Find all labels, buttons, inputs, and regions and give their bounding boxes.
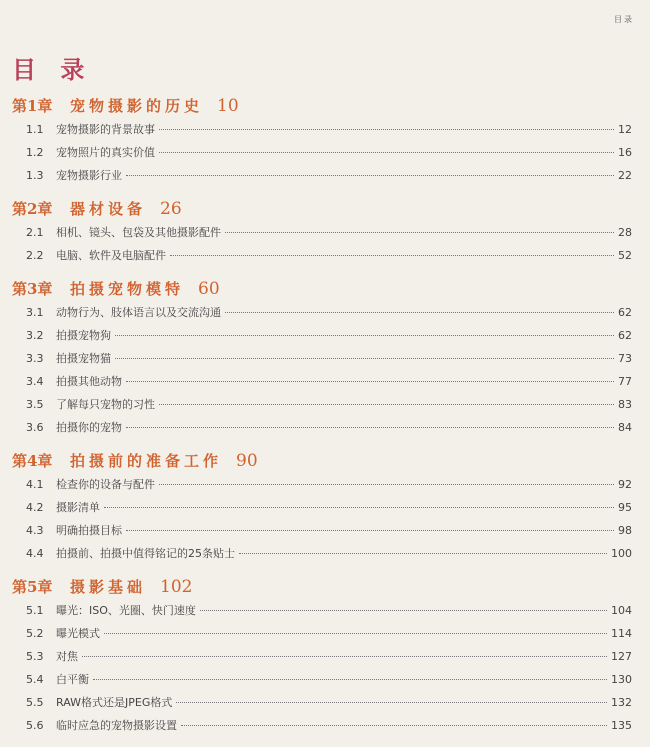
toc-entry[interactable] <box>0 324 650 347</box>
section-number: 1.1 <box>26 123 44 136</box>
section-number: 3.2 <box>26 329 44 342</box>
dot-leader <box>104 507 614 508</box>
section-page: 135 <box>611 719 632 732</box>
section-page: 28 <box>618 226 632 239</box>
section-number: 2.2 <box>26 249 44 262</box>
toc-entry[interactable] <box>0 519 650 542</box>
section-page: 98 <box>618 524 632 537</box>
section-page: 95 <box>618 501 632 514</box>
section-title: 对焦 <box>56 650 78 663</box>
dot-leader <box>159 152 614 153</box>
chapter-number: 第5章 <box>12 578 53 596</box>
chapter-title: 摄影基础 <box>70 578 147 596</box>
toc-entry[interactable] <box>0 301 650 324</box>
chapter-heading[interactable] <box>0 94 650 118</box>
dot-leader <box>170 255 614 256</box>
dot-leader <box>126 530 614 531</box>
toc-entry[interactable] <box>0 542 650 565</box>
toc-entry[interactable] <box>0 164 650 187</box>
section-number: 5.5 <box>26 696 44 709</box>
toc-entry[interactable] <box>0 668 650 691</box>
chapter-heading[interactable] <box>0 197 650 221</box>
dot-leader <box>115 358 614 359</box>
chapter-spacer <box>0 737 650 747</box>
section-page: 22 <box>618 169 632 182</box>
chapter-2 <box>0 197 650 277</box>
chapter-spacer <box>0 267 650 277</box>
dot-leader <box>104 633 607 634</box>
section-title: 拍摄其他动物 <box>56 375 122 388</box>
dot-leader <box>239 553 607 554</box>
section-title: 了解每只宠物的习性 <box>56 398 155 411</box>
section-page: 83 <box>618 398 632 411</box>
section-page: 77 <box>618 375 632 388</box>
section-title: 曝光模式 <box>56 627 100 640</box>
dot-leader <box>225 232 614 233</box>
section-page: 127 <box>611 650 632 663</box>
section-number: 4.2 <box>26 501 44 514</box>
section-title: 宠物摄影行业 <box>56 169 122 182</box>
dot-leader <box>176 702 607 703</box>
toc-entry[interactable] <box>0 416 650 439</box>
section-number: 5.4 <box>26 673 44 686</box>
section-page: 73 <box>618 352 632 365</box>
section-title: 明确拍摄目标 <box>56 524 122 537</box>
dot-leader <box>225 312 614 313</box>
section-number: 3.1 <box>26 306 44 319</box>
dot-leader <box>82 656 607 657</box>
section-page: 84 <box>618 421 632 434</box>
section-title: 检查你的设备与配件 <box>56 478 155 491</box>
chapter-title: 宠物摄影的历史 <box>70 97 204 115</box>
dot-leader <box>159 129 614 130</box>
toc-entry[interactable] <box>0 691 650 714</box>
section-title: 拍摄宠物猫 <box>56 352 111 365</box>
chapter-number: 第4章 <box>12 452 53 470</box>
toc-entry[interactable] <box>0 645 650 668</box>
section-number: 1.3 <box>26 169 44 182</box>
section-title: 曝光：ISO、光圈、快门速度 <box>56 604 196 617</box>
section-title: 临时应急的宠物摄影设置 <box>56 719 177 732</box>
chapter-number: 第2章 <box>12 200 53 218</box>
dot-leader <box>126 175 614 176</box>
section-number: 4.3 <box>26 524 44 537</box>
section-title: 宠物摄影的背景故事 <box>56 123 155 136</box>
running-head: 目录 <box>614 15 634 24</box>
section-number: 5.2 <box>26 627 44 640</box>
toc-entry[interactable] <box>0 473 650 496</box>
section-title: 相机、镜头、包袋及其他摄影配件 <box>56 226 221 239</box>
section-page: 100 <box>611 547 632 560</box>
section-title: 拍摄你的宠物 <box>56 421 122 434</box>
section-page: 62 <box>618 329 632 342</box>
chapter-heading[interactable] <box>0 277 650 301</box>
section-page: 52 <box>618 249 632 262</box>
section-number: 4.4 <box>26 547 44 560</box>
chapter-title: 拍摄宠物模特 <box>70 280 185 298</box>
section-title: 拍摄宠物狗 <box>56 329 111 342</box>
section-page: 92 <box>618 478 632 491</box>
chapter-page: 26 <box>160 199 182 219</box>
chapter-page: 10 <box>217 96 239 116</box>
chapter-4 <box>0 449 650 575</box>
toc-entry[interactable] <box>0 244 650 267</box>
section-number: 3.6 <box>26 421 44 434</box>
section-number: 5.6 <box>26 719 44 732</box>
section-page: 62 <box>618 306 632 319</box>
dot-leader <box>126 427 614 428</box>
section-number: 3.5 <box>26 398 44 411</box>
toc-entry[interactable] <box>0 141 650 164</box>
chapter-heading[interactable] <box>0 449 650 473</box>
toc-entry[interactable] <box>0 221 650 244</box>
section-title: 摄影清单 <box>56 501 100 514</box>
dot-leader <box>181 725 607 726</box>
section-title: 拍摄前、拍摄中值得铭记的25条贴士 <box>56 547 235 560</box>
toc-entry[interactable] <box>0 622 650 645</box>
section-title: 宠物照片的真实价值 <box>56 146 155 159</box>
dot-leader <box>200 610 607 611</box>
chapter-spacer <box>0 439 650 449</box>
toc-entry[interactable] <box>0 714 650 737</box>
toc-entry[interactable] <box>0 118 650 141</box>
toc-entry[interactable] <box>0 370 650 393</box>
section-page: 130 <box>611 673 632 686</box>
dot-leader <box>126 381 614 382</box>
chapter-title: 拍摄前的准备工作 <box>70 452 223 470</box>
section-number: 5.3 <box>26 650 44 663</box>
dot-leader <box>93 679 607 680</box>
section-page: 114 <box>611 627 632 640</box>
chapter-3 <box>0 277 650 449</box>
section-page: 16 <box>618 146 632 159</box>
section-number: 3.4 <box>26 375 44 388</box>
chapter-number: 第3章 <box>12 280 53 298</box>
chapter-heading[interactable] <box>0 575 650 599</box>
section-number: 4.1 <box>26 478 44 491</box>
chapter-page: 60 <box>198 279 220 299</box>
dot-leader <box>159 484 614 485</box>
table-of-contents <box>0 94 650 747</box>
section-title: 动物行为、肢体语言以及交流沟通 <box>56 306 221 319</box>
section-title: 白平衡 <box>56 673 89 686</box>
toc-entry[interactable] <box>0 599 650 622</box>
dot-leader <box>159 404 614 405</box>
section-page: 132 <box>611 696 632 709</box>
chapter-5 <box>0 575 650 747</box>
section-number: 3.3 <box>26 352 44 365</box>
chapter-page: 102 <box>160 577 193 597</box>
chapter-spacer <box>0 565 650 575</box>
toc-entry[interactable] <box>0 393 650 416</box>
page-title: 目 录 <box>12 55 93 84</box>
chapter-title: 器材设备 <box>70 200 147 218</box>
section-page: 104 <box>611 604 632 617</box>
section-title: RAW格式还是JPEG格式 <box>56 696 173 709</box>
chapter-1 <box>0 94 650 197</box>
toc-entry[interactable] <box>0 496 650 519</box>
section-number: 1.2 <box>26 146 44 159</box>
section-number: 5.1 <box>26 604 44 617</box>
toc-entry[interactable] <box>0 347 650 370</box>
section-page: 12 <box>618 123 632 136</box>
chapter-spacer <box>0 187 650 197</box>
section-number: 2.1 <box>26 226 44 239</box>
dot-leader <box>115 335 614 336</box>
section-title: 电脑、软件及电脑配件 <box>56 249 166 262</box>
chapter-number: 第1章 <box>12 97 53 115</box>
chapter-page: 90 <box>236 451 258 471</box>
